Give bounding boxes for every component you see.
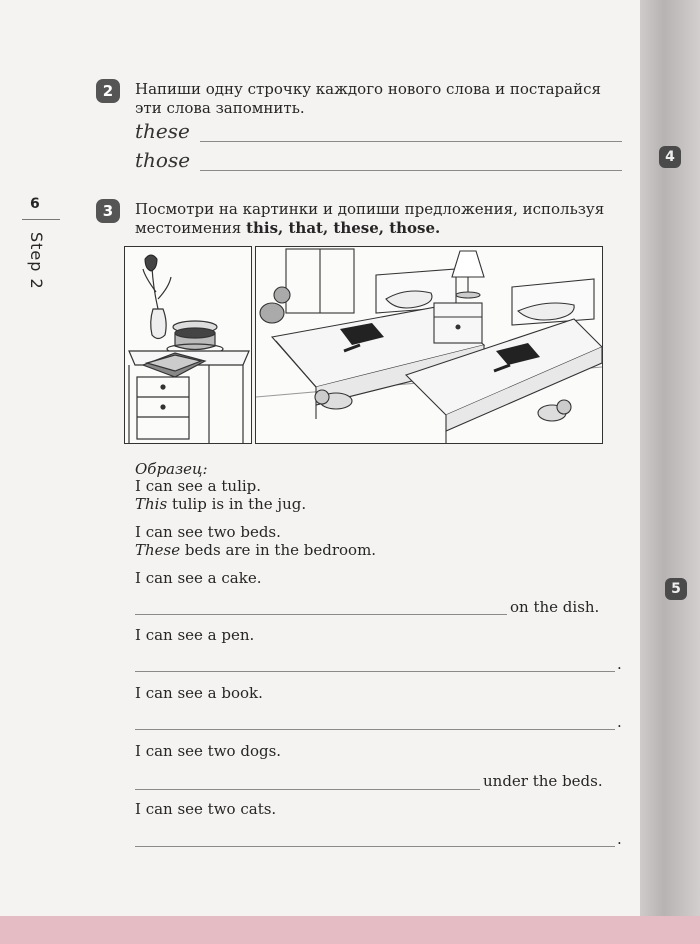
exercise-3-instruction [135,200,630,238]
picture-bedroom [255,246,603,444]
copy-word-these: these [135,119,190,143]
exercise-3-badge: 3 [96,199,120,223]
task-ending: . [617,830,622,848]
picture-table [124,246,252,444]
task-ending: on the dish. [510,598,600,616]
sample-line-rest: tulip is in the jug. [167,495,307,513]
task-ending: . [617,713,622,731]
answer-line[interactable] [135,789,480,790]
task-prompt: I can see a book. [135,684,263,702]
copy-line-these[interactable] [200,141,622,142]
sample-line [135,495,306,513]
task-prompt: I can see a cake. [135,569,262,587]
answer-line[interactable] [135,846,615,847]
sample-line: I can see two beds. [135,523,281,541]
sample-line: I can see a tulip. [135,477,262,495]
instruction-pronouns: this, that, these, those. [246,219,441,237]
next-page-edge [640,0,700,916]
sample-label: Образец: [135,460,208,478]
instruction-text: Посмотри на картинки и допиши предложения, используя местоимения [135,200,605,237]
step-label: Step 2 [27,232,46,290]
exercise-2-instruction: Напиши одну строчку каждого нового слова и постарайся эти слова запомнить. [135,80,601,117]
sample-pronoun: This [135,495,168,513]
answer-line[interactable] [135,671,615,672]
copy-line-those[interactable] [200,170,622,171]
sample-line [135,541,376,559]
bedroom-illustration [256,247,602,443]
sample-pronoun: These [135,541,181,559]
sample-line-rest: beds are in the bedroom. [180,541,377,559]
page-number: 6 [30,196,40,212]
side-divider [22,219,60,220]
exercise-2-badge: 2 [96,79,120,103]
bottom-background [0,916,700,944]
task-prompt: I can see two cats. [135,800,277,818]
copy-word-those: those [135,148,191,172]
task-prompt: I can see two dogs. [135,742,282,760]
task-ending: under the beds. [483,772,603,790]
answer-line[interactable] [135,614,507,615]
edge-exercise-badge: 4 [659,146,681,168]
answer-line[interactable] [135,729,615,730]
edge-exercise-badge: 5 [665,578,687,600]
task-ending: . [617,655,622,673]
table-illustration [125,247,251,443]
task-prompt: I can see a pen. [135,626,255,644]
